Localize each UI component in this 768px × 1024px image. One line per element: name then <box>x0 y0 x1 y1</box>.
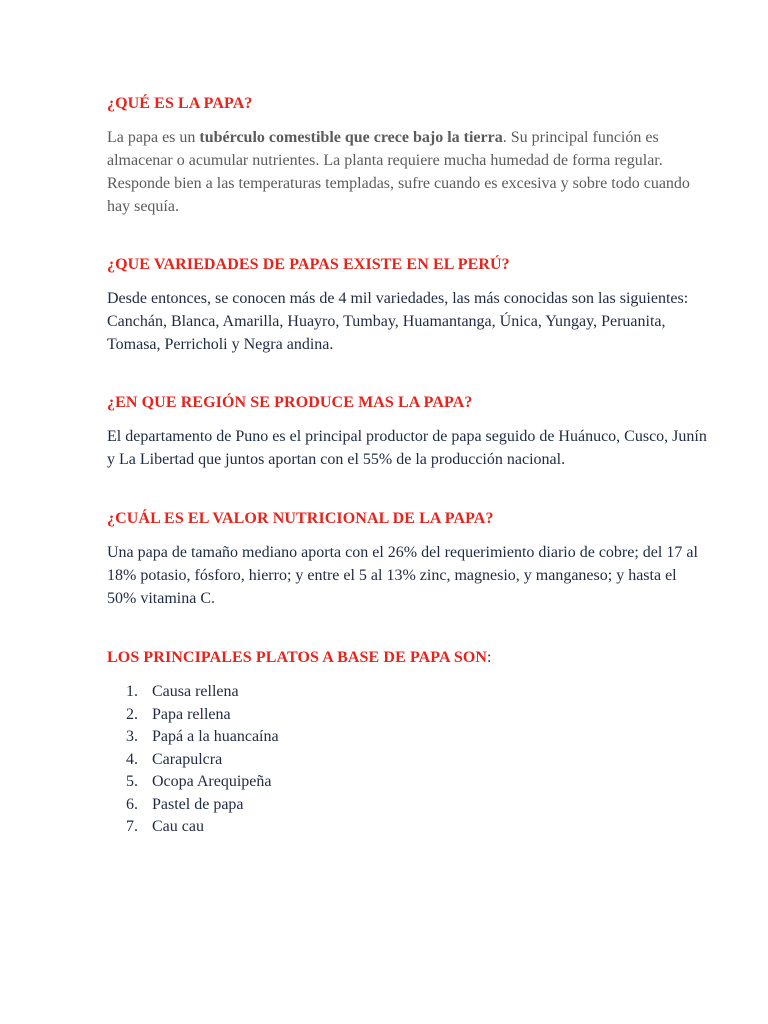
dish-list <box>107 681 707 839</box>
paragraph-region: El departamento de Puno es el principal productor de papa seguido de Huánuco, Cusco, Junín y La Libertad que juntos aportan con el 55% de la producción nacional. <box>107 428 707 468</box>
heading-platos-colon: : <box>487 649 492 666</box>
list-item <box>107 726 707 749</box>
list-item-label: Cau cau <box>152 818 204 835</box>
paragraph-que-es-la-papa <box>107 126 707 218</box>
document-page <box>107 90 707 839</box>
list-item-number: 6. <box>126 795 138 813</box>
heading-que-es-la-papa: ¿QUÉ ES LA PAPA? <box>107 95 253 112</box>
list-item-number: 5. <box>126 773 138 790</box>
list-item <box>107 816 707 839</box>
heading-platos-text: LOS PRINCIPALES PLATOS A BASE DE PAPA SON <box>107 649 488 666</box>
list-item <box>107 704 707 727</box>
paragraph-variedades: Desde entonces, se conocen más de 4 mil variedades, las más conocidas son las siguientes: Canchán, Blanca, Amarilla, Huayro, Tumbay, Huamantanga, Única, Yungay, Peruanita, Tomasa, Perricholi y Negra andina. <box>107 290 689 353</box>
heading-region: ¿EN QUE REGIÓN SE PRODUCE MAS LA PAPA? <box>107 394 473 411</box>
list-item-number: 1. <box>126 683 138 700</box>
paragraph-text-end: . Su principal función es almacenar o acumular nutrientes. La planta requiere mucha humedad de forma regular. Responde bien a las temperaturas templadas, sufre cuando es excesiva y sobre todo cuando hay sequía. <box>107 129 690 215</box>
list-item <box>107 771 707 794</box>
list-item-label: Carapulcra <box>152 750 223 768</box>
heading-variedades: ¿QUE VARIEDADES DE PAPAS EXISTE EN EL PERÚ? <box>107 256 510 273</box>
paragraph-bold-phrase: tubérculo comestible que crece bajo la tierra <box>199 129 503 146</box>
list-item <box>107 681 707 704</box>
list-item-label: Pastel de papa <box>152 795 244 813</box>
list-item-number: 3. <box>126 728 138 745</box>
list-item-number: 4. <box>126 750 138 768</box>
list-item-label: Causa rellena <box>152 683 239 700</box>
list-item-label: Papa rellena <box>152 705 231 723</box>
list-item <box>107 794 707 817</box>
list-item-label: Papá a la huancaína <box>152 728 279 745</box>
list-item-number: 2. <box>126 705 138 723</box>
heading-platos <box>107 647 707 669</box>
paragraph-valor-nutricional: Una papa de tamaño mediano aporta con el 26% del requerimiento diario de cobre; del 17 al 18% potasio, fósforo, hierro; y entre el 5 al 13% zinc, magnesio, y manganeso; y hasta el 50% vitamina C. <box>107 544 698 607</box>
heading-valor-nutricional: ¿CUÁL ES EL VALOR NUTRICIONAL DE LA PAPA? <box>107 510 494 527</box>
paragraph-text-start: La papa es un <box>107 129 200 146</box>
list-item <box>107 749 707 772</box>
list-item-label: Ocopa Arequipeña <box>152 773 272 790</box>
list-item-number: 7. <box>126 818 138 835</box>
